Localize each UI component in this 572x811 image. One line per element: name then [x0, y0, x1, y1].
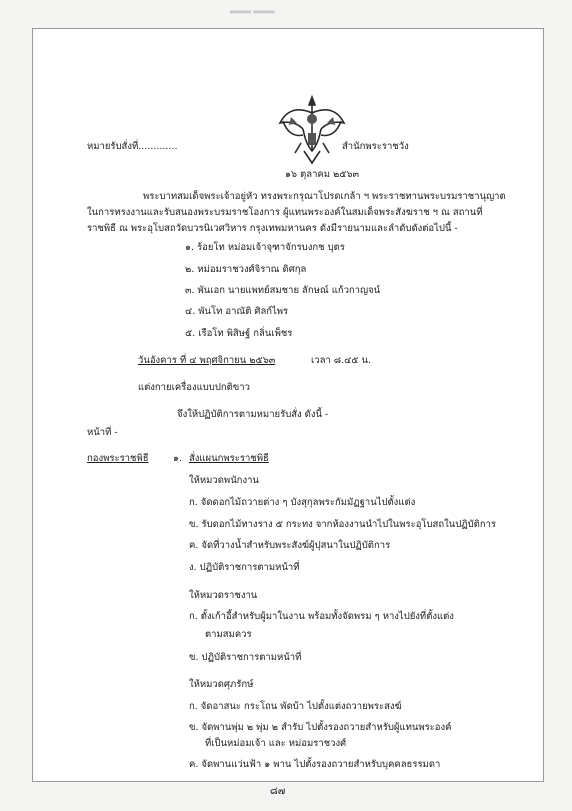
department-label: กองพระราชพิธี — [87, 453, 149, 464]
page-number: ๘๗ — [270, 786, 286, 797]
name-list-item: ๒. หม่อมราชวงศ์จิราณ ดิศกุล — [185, 264, 307, 275]
schedule-date: วันอังคาร ที่ ๔ พฤศจิกายน ๒๕๖๓ — [138, 355, 276, 366]
section-number: ๑. — [173, 453, 183, 464]
schedule-time: เวลา ๘.๔๕ น. — [311, 355, 372, 366]
document-page — [32, 28, 544, 782]
dress-code: แต่งกายเครื่องแบบปกติขาว — [138, 382, 250, 393]
group-heading: ให้หมวดพนักงาน — [189, 475, 259, 486]
duties-heading: หน้าที่ - — [87, 427, 118, 438]
name-list-item: ๑. ร้อยโท หม่อมเจ้าจุฑาจักรบงกช บุตร — [185, 242, 345, 253]
group-heading: ให้หมวดราชงาน — [189, 590, 258, 601]
duty-item: ที่เป็นหม่อมเจ้า และ หม่อมราชวงศ์ — [205, 738, 347, 749]
top-stamp-mark: ▂▂▂ ▂▂▂ — [230, 4, 275, 14]
name-list-item: ๓. พันเอก นายแพทย์สมชาย ลักษณ์ แก้วกาญจน์ — [185, 285, 381, 296]
order-number: หมายรับสั่งที่............. — [87, 141, 178, 152]
intro-line: ราชพิธี ณ พระอุโบสถวัดบวรนิเวศวิหาร กรุงเทพมหานคร ดังมีรายนามและลำดับดังต่อไปนี้ - — [87, 223, 458, 234]
garuda-emblem-icon — [277, 93, 347, 167]
duty-item: ค. จัดที่วางน้ำสำหรับพระสังฆ์ผู้ปุสนาในปฏิบัติการ — [189, 540, 391, 551]
office-name: สำนักพระราชวัง — [342, 141, 409, 152]
intro-line: พระบาทสมเด็จพระเจ้าอยู่หัว ทรงพระกรุณาโปรดเกล้า ฯ พระราชทานพระบรมราชานุญาต — [143, 191, 506, 202]
intro-line: ในการทรงงานและรับสนองพระบรมราชโองการ ผู้แทนพระองค์ในสมเด็จพระสังฆราช ฯ ณ สถานที่ — [87, 207, 483, 218]
duty-item: ข. รับดอกไม้ทางราง ๕ กระทง จากห้องงานนำไปในพระอุโบสถในปฏิบัติการ — [189, 519, 497, 530]
section-title: สั่งแผนกพระราชพิธี — [189, 453, 269, 464]
duty-item: ก. จัดดอกไม้ถวายต่าง ๆ บังสุกุลพระกัมมัฏฐานไปตั้งแต่ง — [189, 497, 416, 508]
duty-item: ก. ตั้งเก้าอี้สำหรับผู้มาในงาน พร้อมทั้งจัดพรม ๆ หางไปยังที่ตั้งแต่ง — [189, 611, 454, 622]
document-date: ๑๖ ตุลาคม ๒๕๖๓ — [285, 169, 360, 180]
group-heading: ให้หมวดศุภรักษ์ — [189, 679, 254, 690]
duty-item: ตามสมควร — [205, 629, 252, 640]
duty-item: ข. จัดพานพุ่ม ๒ พุ่ม ๒ สำรับ ไปตั้งรองถวายสำหรับผู้แทนพระองค์ — [189, 722, 452, 733]
name-list-item: ๕. เรือโท พิสิษฐ์ กลิ่นเพ็ชร — [185, 328, 293, 339]
name-list-item: ๔. พันโท อาณัติ ศิลก์ไพร — [185, 306, 289, 317]
duty-item: ง. ปฏิบัติราชการตามหน้าที่ — [189, 562, 300, 573]
duty-item: ค. จัดพานแว่นฟ้า ๑ พาน ไปตั้งรองถวายสำหรับบุคคลธรรมดา — [189, 759, 441, 770]
duty-item: ก. จัดอาสนะ กระโถน พัดบ้า ไปตั้งแต่งถวายพระสงฆ์ — [189, 701, 402, 712]
duty-item: ข. ปฏิบัติราชการตามหน้าที่ — [189, 652, 302, 663]
instruction-line: จึงให้ปฏิบัติการตามหมายรับสั่ง ดังนี้ - — [177, 409, 329, 420]
